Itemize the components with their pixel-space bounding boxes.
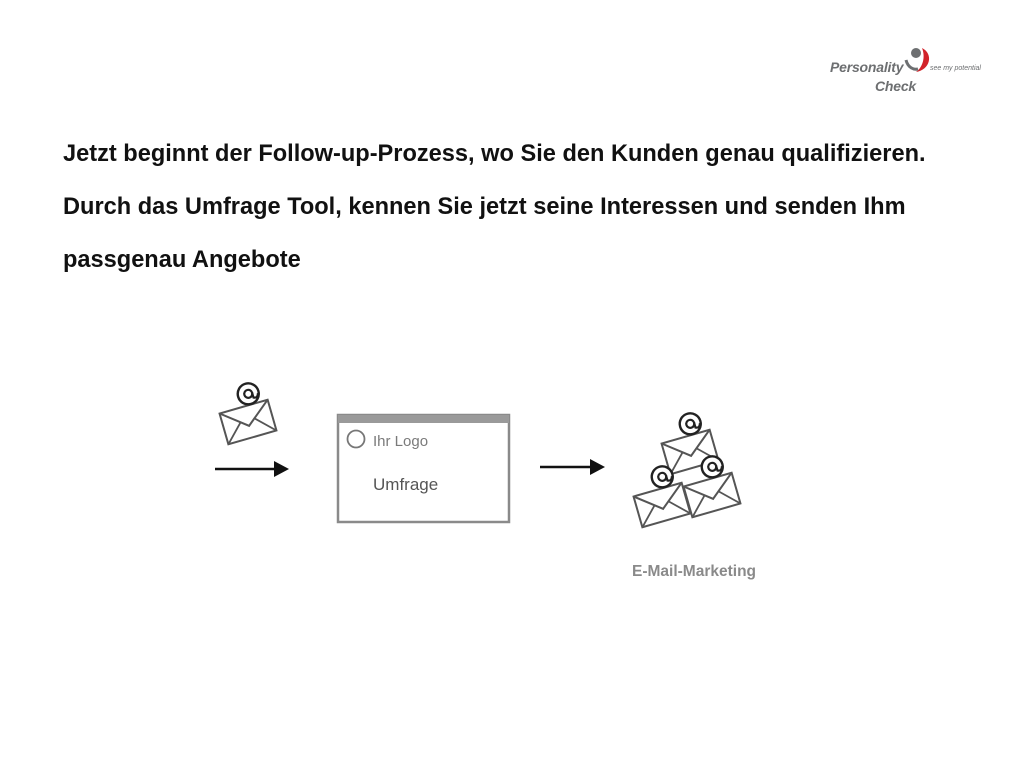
survey-window	[338, 415, 509, 522]
logo-placeholder-label: Ihr Logo	[373, 433, 429, 450]
logo-figure-icon	[902, 46, 934, 80]
survey-label: Umfrage	[373, 475, 439, 494]
arrow-to-marketing	[540, 459, 605, 475]
marketing-label: E-Mail-Marketing	[632, 563, 757, 580]
logo-brand-line-2: Check	[875, 78, 917, 94]
marketing-mail-icons	[628, 409, 741, 527]
company-logo	[826, 44, 986, 96]
incoming-mail-icon	[214, 379, 277, 444]
logo-tagline: see my potential	[930, 65, 981, 72]
arrow-to-survey	[215, 461, 289, 477]
intro-text: Jetzt beginnt der Follow-up-Prozess, wo Sie den Kunden genau qualifizieren. Durch das Umfrage Tool, kennen Sie jetzt seine Interessen und senden Ihm passgenau Angebote	[63, 141, 926, 273]
logo-brand-line-1: Personality	[830, 59, 904, 75]
radio-circle-icon	[348, 431, 365, 448]
